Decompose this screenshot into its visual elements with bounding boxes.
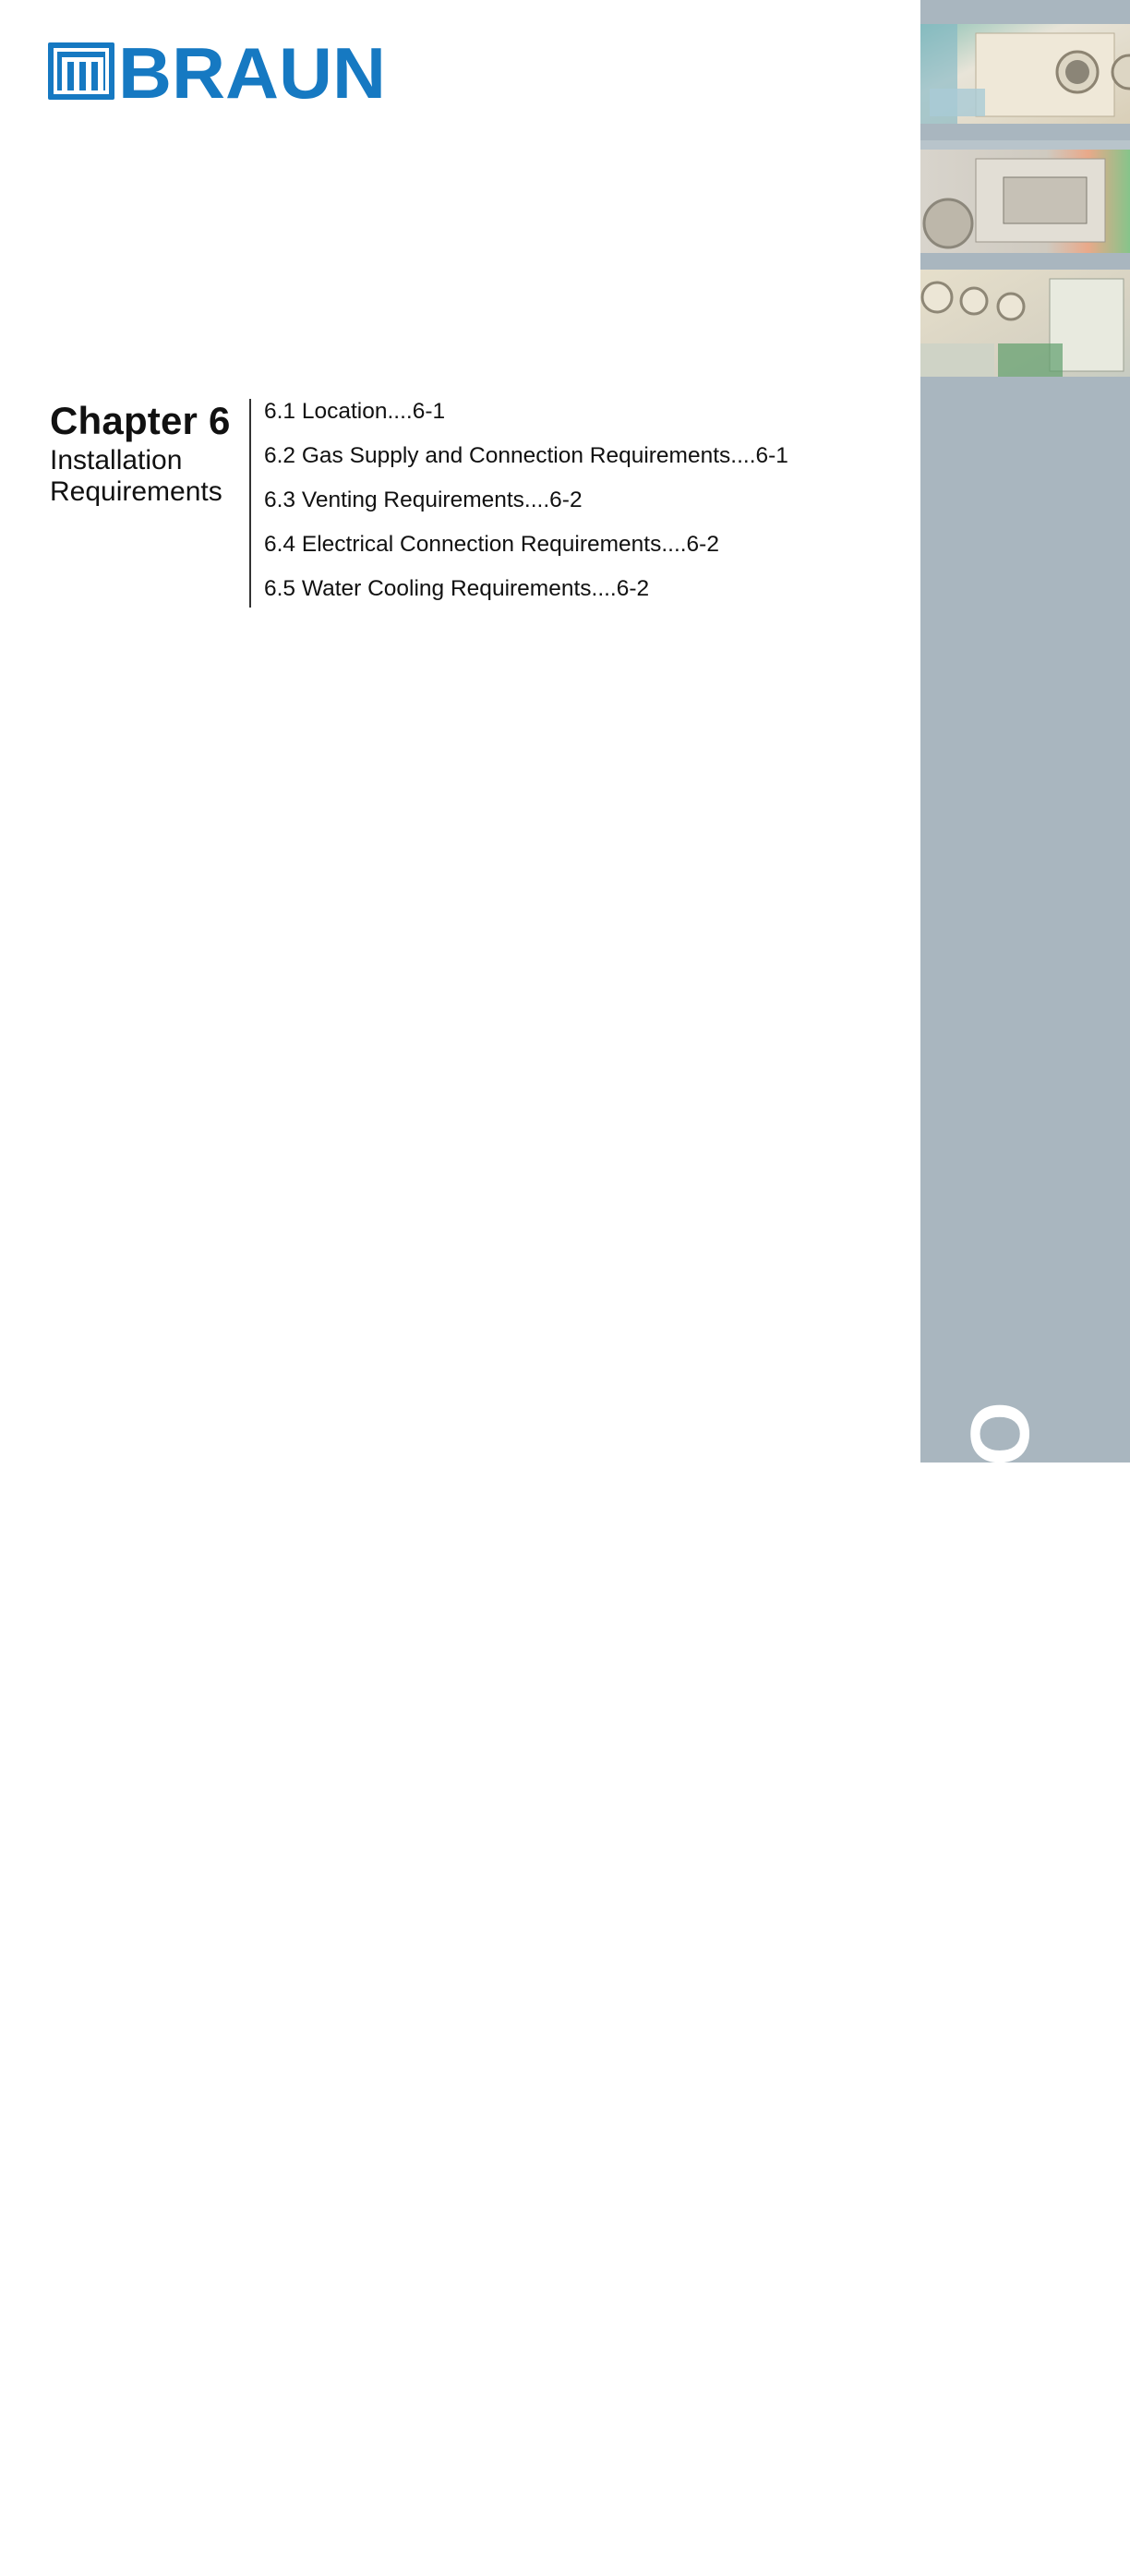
sidebar-panel — [920, 0, 1130, 2576]
sidebar-photo-glovebox — [920, 24, 1130, 124]
sidebar-photo-equipment — [920, 140, 1130, 253]
chapter-toc — [264, 399, 788, 620]
mbraun-logo-graphic — [48, 37, 391, 105]
toc-entry-electrical[interactable]: 6.4 Electrical Connection Requirements....6-2 — [264, 532, 719, 557]
toc-entry-venting[interactable]: 6.3 Venting Requirements....6-2 — [264, 488, 583, 512]
toc-entry-location[interactable]: 6.1 Location....6-1 — [264, 399, 446, 424]
sidebar-vertical-title: OPERATING INSTRUCTIONS — [955, 1402, 1047, 2576]
chapter-subtitle-line1: Installation — [50, 445, 183, 475]
toc-entry-water-cooling[interactable]: 6.5 Water Cooling Requirements....6-2 — [264, 576, 650, 601]
sidebar-photo-glovebox-ports — [920, 270, 1130, 377]
heading-divider — [249, 399, 251, 608]
chapter-title: Chapter 6 — [50, 399, 231, 442]
mbraun-logo — [48, 37, 391, 105]
svg-text:BRAUN: BRAUN — [118, 37, 386, 105]
toc-entry-gas-supply[interactable]: 6.2 Gas Supply and Connection Requirements....6-1 — [264, 443, 788, 468]
chapter-subtitle-line2: Requirements — [50, 476, 222, 507]
chapter-heading — [50, 399, 244, 508]
